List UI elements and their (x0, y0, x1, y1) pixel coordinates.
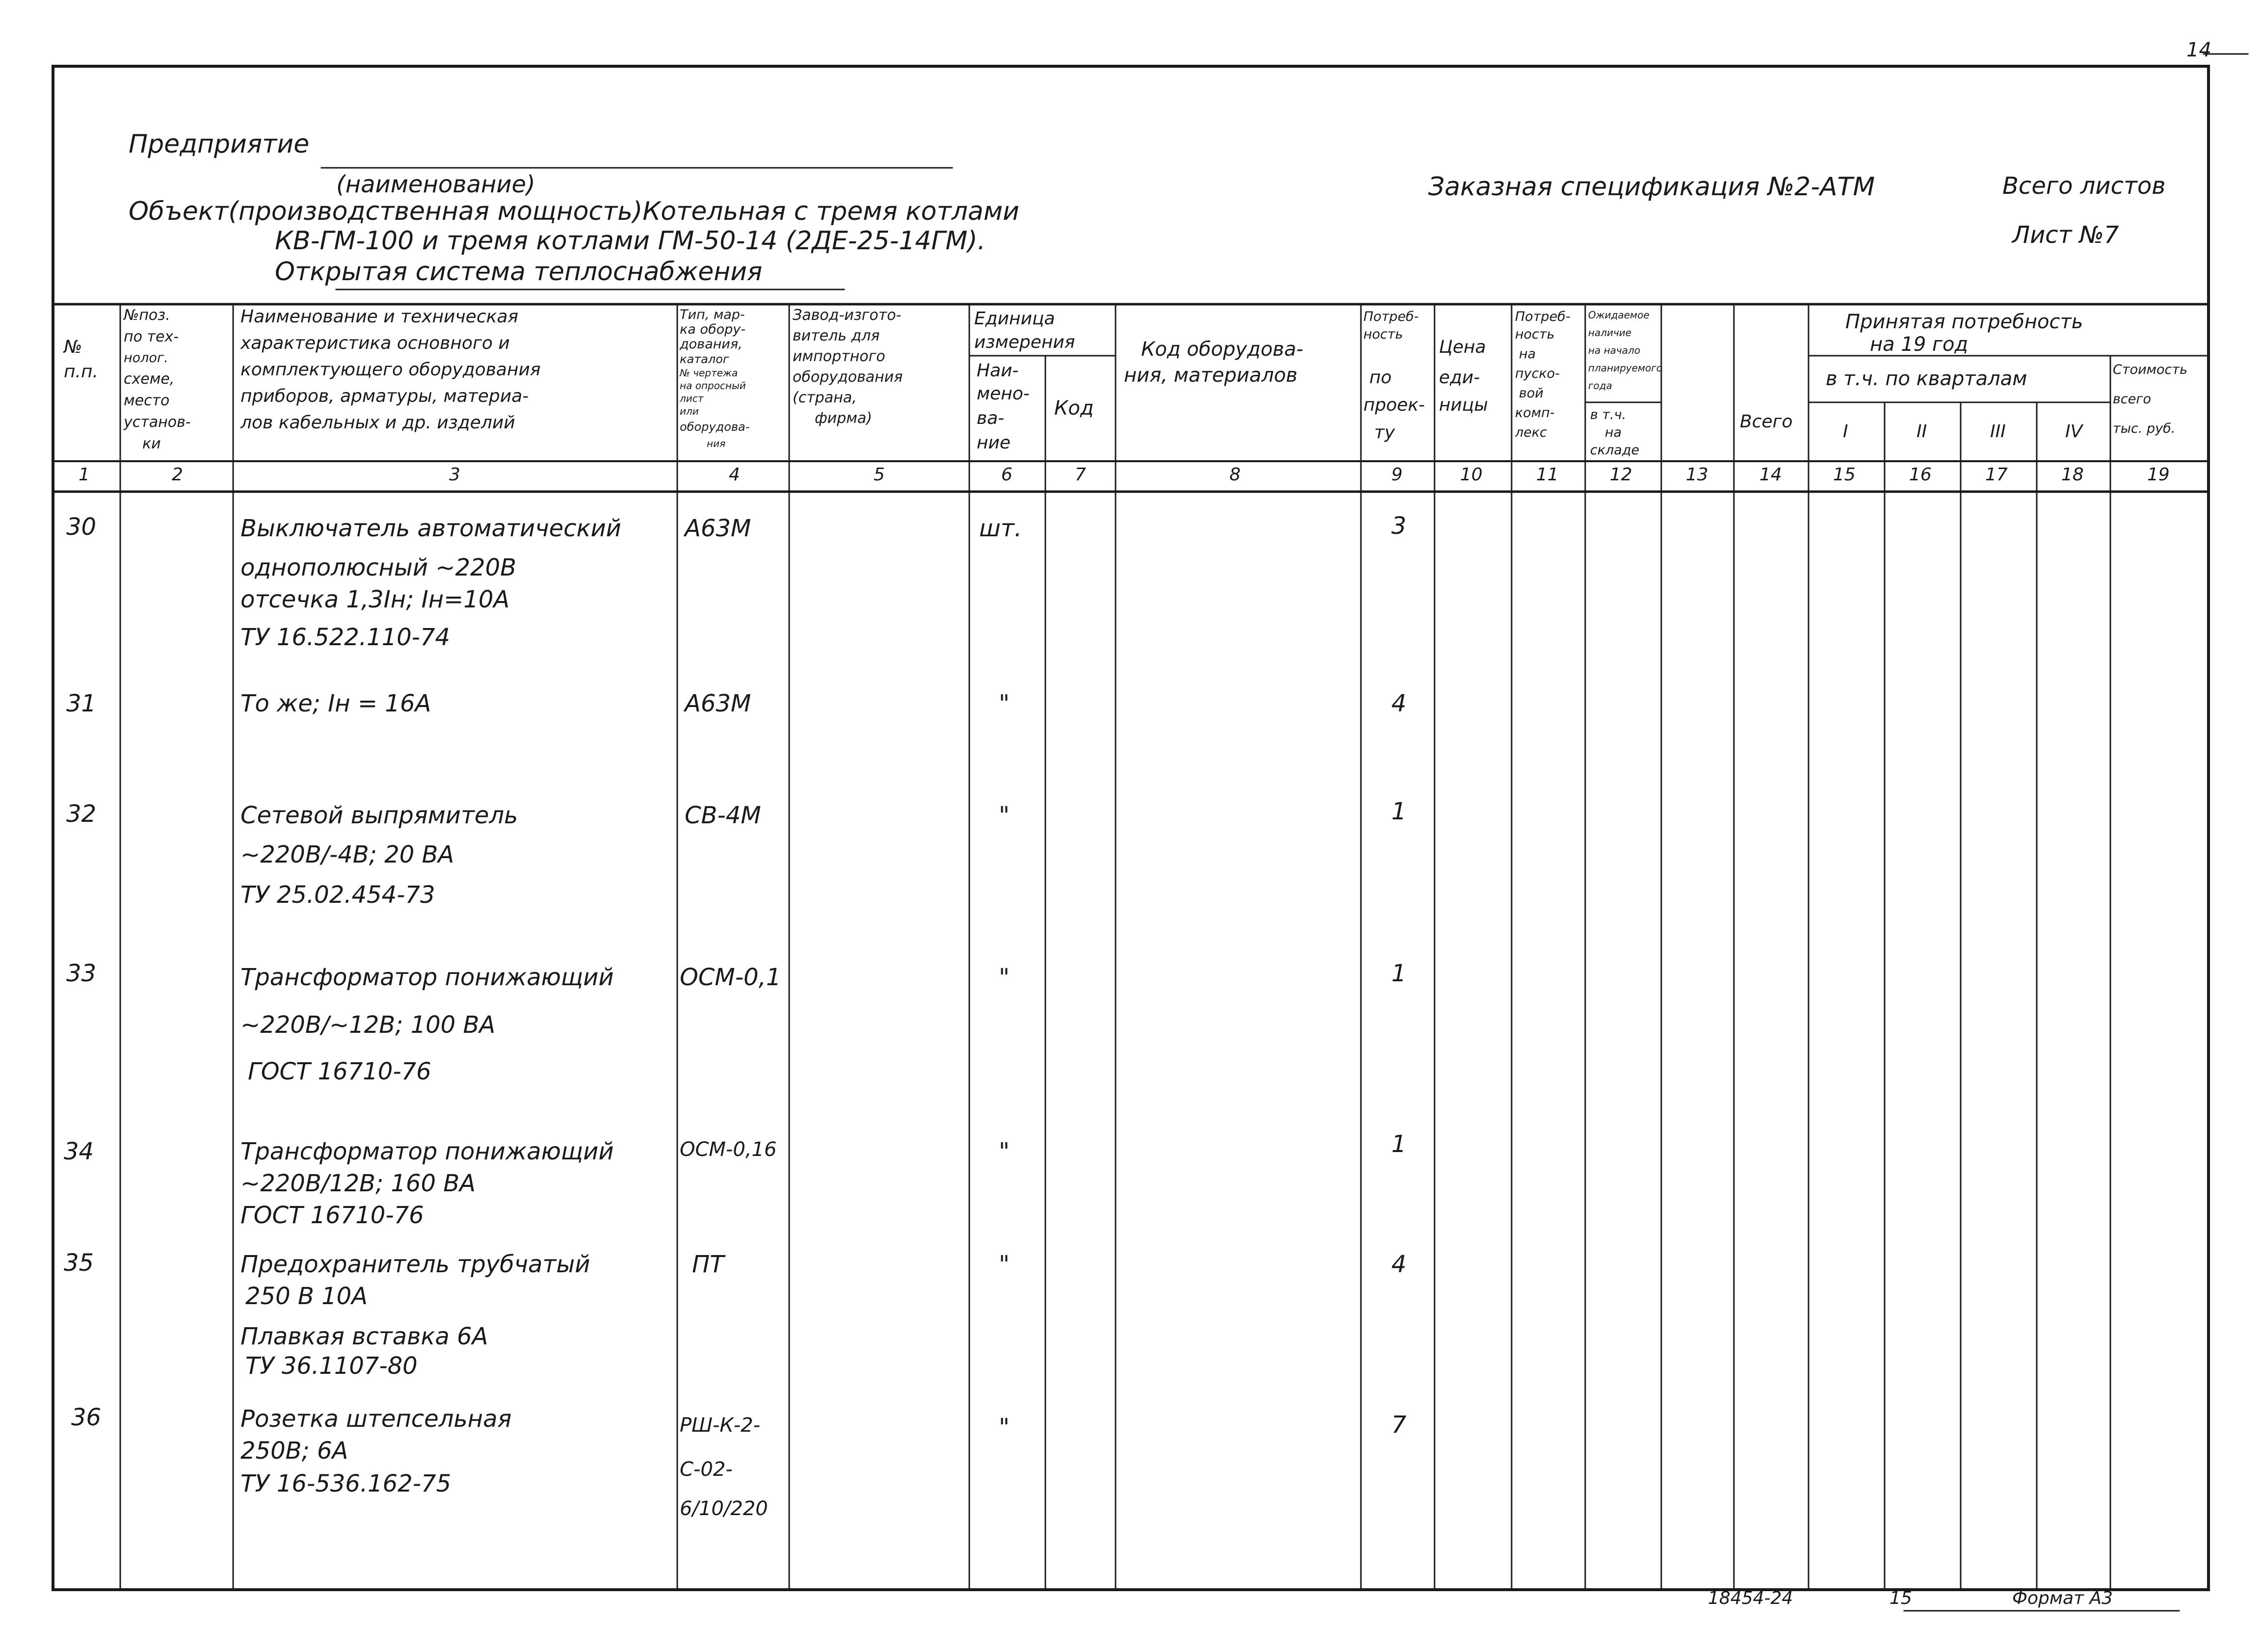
row-unit: шт. (979, 515, 1022, 542)
col9-line-2: по (1369, 367, 1392, 388)
col-number: 13 (1686, 465, 1708, 485)
spec-title: Заказная спецификация №2-АТМ (1428, 172, 1875, 202)
col14-header: Всего (1740, 412, 1793, 432)
col-number: 5 (874, 465, 885, 485)
row-number: 32 (66, 800, 97, 828)
quarter-2: II (1916, 421, 1927, 442)
row-desc-line: отсечка 1,3Iн; Iн=10А (240, 586, 510, 613)
col-number: 15 (1833, 465, 1856, 485)
row-desc-line: ГОСТ 16710-76 (248, 1058, 431, 1085)
col6-line-2: ва- (977, 408, 1005, 428)
col-number: 16 (1909, 465, 1932, 485)
row-unit: " (999, 690, 1010, 717)
row-desc-line: Выключатель автоматический (240, 515, 621, 542)
col-number: 6 (1001, 465, 1012, 485)
row-desc-line: То же; Iн = 16А (240, 690, 431, 717)
object-line-2: КВ-ГМ-100 и тремя котлами ГМ-50-14 (2ДЕ-25-14ГМ). (275, 226, 986, 256)
col4-line-8: оборудова- (680, 420, 750, 434)
col4-line-1: ка обору- (680, 322, 745, 337)
col4-line-6: лист (680, 393, 704, 404)
sheet-number: Лист №7 (2012, 221, 2119, 249)
row-desc-line: ТУ 36.1107-80 (245, 1352, 418, 1380)
col10-line-0: Цена (1439, 337, 1486, 357)
col12b-line-1: на (1605, 425, 1622, 440)
row-type: С-02- (680, 1458, 733, 1481)
object-line-1: Объект(производственная мощность)Котельная с тремя котлами (129, 197, 1019, 226)
row-qty: 7 (1391, 1411, 1407, 1439)
row-number: 34 (64, 1138, 94, 1165)
row-desc-line: 250 В 10А (245, 1283, 368, 1310)
col2-line-1: по тех- (124, 328, 179, 345)
col2-line-6: ки (142, 435, 161, 452)
col-number: 14 (1759, 465, 1782, 485)
row-type: РШ-К-2- (680, 1414, 761, 1437)
col7-header: Код (1054, 397, 1094, 420)
row-qty: 1 (1391, 798, 1407, 825)
row-desc-line: ГОСТ 16710-76 (240, 1202, 424, 1229)
col12-line-4: года (1588, 380, 1612, 392)
col6-line-3: ние (977, 433, 1011, 453)
col3-line-0: Наименование и техническая (240, 307, 519, 327)
col9-line-1: ность (1363, 327, 1403, 342)
col9-line-3: проек- (1363, 395, 1425, 415)
row-qty: 3 (1391, 512, 1407, 540)
col3-line-4: лов кабельных и др. изделий (240, 413, 515, 433)
col12b-line-0: в т.ч. (1590, 407, 1626, 422)
col-number: 2 (172, 465, 183, 485)
row-desc-line: Розетка штепсельная (240, 1405, 512, 1433)
col1-line-1: п.п. (64, 362, 98, 382)
col11-line-1: ность (1515, 327, 1555, 342)
row-qty: 1 (1391, 960, 1407, 987)
col6-7-line-1: измерения (974, 332, 1075, 352)
col5-line-3: оборудования (793, 368, 903, 386)
col19-line-0: Стоимость (2113, 362, 2188, 377)
col9-line-4: ту (1374, 422, 1395, 443)
col-number: 10 (1460, 465, 1483, 485)
col4-line-4: № чертежа (680, 367, 738, 379)
row-desc-line: ~220В/-4В; 20 ВА (240, 841, 454, 868)
row-desc-line: ~220В/~12В; 100 ВА (240, 1011, 496, 1039)
page-number: 14 (2186, 39, 2211, 61)
col2-line-0: №поз. (124, 307, 170, 324)
col4-line-3: каталог (680, 352, 729, 366)
col6-line-0: Наи- (977, 361, 1019, 381)
col2-line-2: нолог. (124, 350, 168, 366)
col4-line-0: Тип, мар- (680, 307, 745, 322)
row-unit: " (999, 1251, 1010, 1278)
row-qty: 4 (1391, 690, 1407, 717)
row-desc-line: ТУ 16.522.110-74 (240, 624, 451, 651)
col2-line-3: схеме, (124, 370, 175, 388)
col-number: 9 (1391, 465, 1403, 485)
col14-19-line-0: Принятая потребность (1845, 311, 2083, 333)
col2-line-4: место (124, 392, 170, 409)
row-type: ПТ (692, 1251, 724, 1278)
row-desc-line: Трансформатор понижающий (240, 964, 614, 991)
footer-format: Формат А3 (2012, 1588, 2113, 1608)
col4-line-9: ния (707, 438, 726, 449)
row-desc-line: Сетевой выпрямитель (240, 802, 518, 829)
row-unit: " (999, 1138, 1010, 1165)
row-type: А63М (685, 690, 751, 717)
row-number: 30 (66, 513, 97, 541)
col5-line-2: импортного (793, 348, 885, 365)
name-hint: (наименование) (336, 171, 535, 198)
col-number: 3 (449, 465, 460, 485)
quarter-3: III (1990, 421, 2006, 442)
col15-18-header: в т.ч. по кварталам (1826, 367, 2027, 390)
col10-line-1: еди- (1439, 367, 1480, 388)
col5-line-0: Завод-изгото- (793, 307, 902, 324)
col12-line-3: планируемого (1588, 362, 1663, 374)
col19-line-1: всего (2113, 392, 2152, 407)
object-line-3: Открытая система теплоснабжения (275, 257, 763, 287)
row-qty: 1 (1391, 1130, 1407, 1158)
row-type: ОСМ-0,16 (680, 1138, 777, 1161)
col1-line-0: № (64, 337, 82, 357)
col9-line-0: Потреб- (1363, 309, 1419, 324)
row-unit: " (999, 964, 1010, 991)
col-number: 4 (729, 465, 740, 485)
col4-line-7: или (680, 405, 699, 417)
row-unit: " (999, 802, 1010, 829)
col5-line-5: фирма) (815, 410, 872, 427)
col-number: 19 (2147, 465, 2170, 485)
quarter-1: I (1843, 421, 1848, 442)
col-number: 12 (1610, 465, 1632, 485)
col11-line-4: вой (1519, 386, 1543, 401)
col10-line-2: ницы (1439, 395, 1488, 415)
quarter-4: IV (2065, 421, 2083, 442)
col12-line-0: Ожидаемое (1588, 309, 1650, 321)
col2-line-5: установ- (124, 414, 191, 431)
total-sheets: Всего листов (2002, 172, 2166, 200)
col6-line-1: мено- (977, 384, 1030, 404)
row-desc-line: Предохранитель трубчатый (240, 1251, 590, 1278)
row-number: 35 (64, 1249, 94, 1277)
enterprise-label: Предприятие (129, 130, 310, 159)
footer-code: 18454-24 (1708, 1588, 1793, 1608)
col-number: 17 (1985, 465, 2008, 485)
col11-line-2: на (1519, 346, 1536, 362)
col3-line-2: комплектующего оборудования (240, 360, 541, 380)
row-desc-line: ТУ 25.02.454-73 (240, 881, 435, 909)
col3-line-1: характеристика основного и (240, 333, 510, 353)
col11-line-3: пуско- (1515, 366, 1560, 381)
col11-line-6: лекс (1515, 425, 1547, 440)
row-type: А63М (685, 515, 751, 542)
row-desc-line: однополюсный ~220В (240, 554, 517, 581)
row-number: 36 (71, 1404, 102, 1431)
col12-line-2: на начало (1588, 344, 1641, 356)
col-number: 18 (2061, 465, 2084, 485)
row-qty: 4 (1391, 1251, 1407, 1278)
row-desc-line: ~220В/12В; 160 ВА (240, 1170, 476, 1197)
col3-line-3: приборов, арматуры, материа- (240, 386, 529, 406)
col11-line-0: Потреб- (1515, 309, 1570, 324)
row-number: 31 (66, 690, 97, 717)
col-number: 11 (1536, 465, 1559, 485)
col-number: 1 (79, 465, 90, 485)
row-type: ОСМ-0,1 (680, 964, 781, 991)
col19-line-2: тыс. руб. (2113, 421, 2176, 436)
footer-page: 15 (1889, 1588, 1912, 1608)
row-desc-line: Трансформатор понижающий (240, 1138, 614, 1165)
col8-line-1: ния, материалов (1124, 364, 1298, 387)
col5-line-1: витель для (793, 327, 880, 344)
row-desc-line: 250В; 6А (240, 1437, 348, 1465)
row-desc-line: Плавкая вставка 6А (240, 1323, 488, 1350)
col11-line-5: комп- (1515, 405, 1555, 420)
col12b-line-2: складе (1590, 443, 1640, 458)
row-desc-line: ТУ 16-536.162-75 (240, 1470, 452, 1497)
col6-7-line-0: Единица (974, 309, 1055, 329)
col-number: 8 (1229, 465, 1241, 485)
col4-line-5: на опросный (680, 380, 746, 392)
row-type: СВ-4М (685, 802, 761, 829)
col14-19-line-1: на 19 год (1870, 333, 1969, 356)
col4-line-2: дования, (680, 337, 743, 352)
row-number: 33 (66, 960, 97, 987)
row-unit: " (999, 1414, 1010, 1441)
col-number: 7 (1075, 465, 1086, 485)
col8-line-0: Код оборудова- (1141, 338, 1304, 361)
row-type: 6/10/220 (680, 1497, 768, 1520)
col12-line-1: наличие (1588, 327, 1632, 339)
col5-line-4: (страна, (793, 389, 857, 406)
